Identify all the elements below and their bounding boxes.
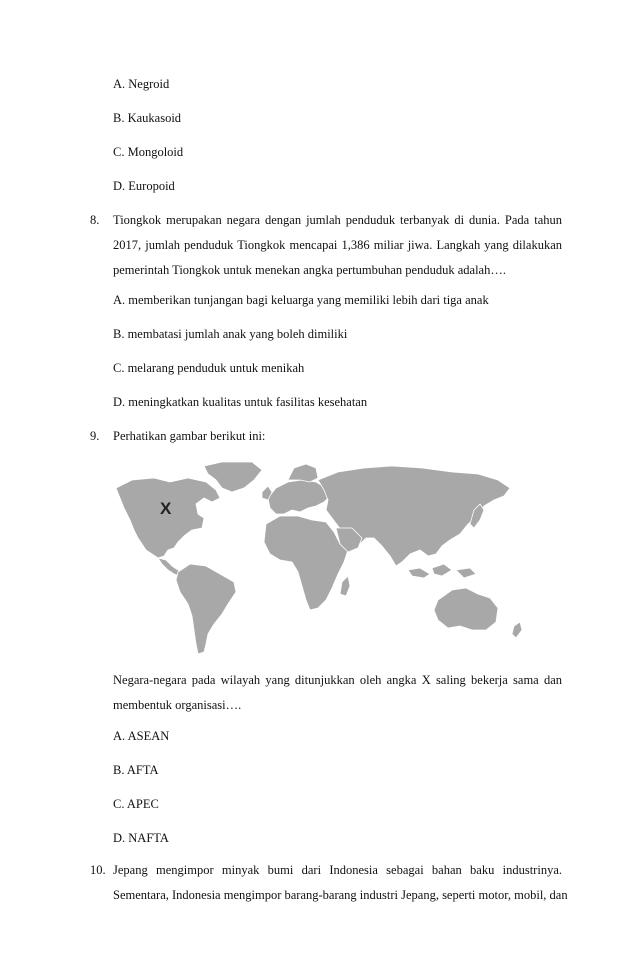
prev-option-d: D. Europoid [113,179,175,193]
map-new-zealand [512,622,522,638]
world-map [112,458,572,660]
question-10-number: 10. [90,863,106,877]
question-10-line-2: Sementara, Indonesia mengimpor barang-barang industri Jepang, seperti motor, mobil, dan [113,888,568,902]
question-8-line-2: 2017, jumlah penduduk Tiongkok mencapai 1,386 miliar jiwa. Langkah yang dilakukan [113,238,562,252]
question-8-line-1: Tiongkok merupakan negara dengan jumlah penduduk terbanyak di dunia. Pada tahun [113,213,562,227]
map-madagascar [340,576,350,596]
map-south-america [176,564,236,654]
question-8-option-c: C. melarang penduduk untuk menikah [113,361,305,375]
question-9-line-1: Negara-negara pada wilayah yang ditunjukkan oleh angka X saling bekerja sama dan [113,673,562,687]
question-9-option-d: D. NAFTA [113,831,169,845]
map-indonesia [408,564,476,578]
prev-option-c: C. Mongoloid [113,145,184,159]
question-9-option-c: C. APEC [113,797,159,811]
question-9-option-a: A. ASEAN [113,729,170,743]
question-8-number: 8. [90,213,100,227]
map-north-america [116,478,220,558]
map-africa [264,516,348,610]
question-10-line-1: Jepang mengimpor minyak bumi dari Indonesia sebagai bahan baku industrinya. [113,863,562,877]
prev-option-b: B. Kaukasoid [113,111,182,125]
map-marker-x: X [160,499,172,518]
question-9-line-2: membentuk organisasi…. [113,698,242,712]
question-9-number: 9. [90,429,100,443]
question-8-option-a: A. memberikan tunjangan bagi keluarga yang memiliki lebih dari tiga anak [113,293,489,307]
question-9-option-b: B. AFTA [113,763,159,777]
prev-option-a: A. Negroid [113,77,170,91]
question-8-option-b: B. membatasi jumlah anak yang boleh dimiliki [113,327,348,341]
question-8-option-d: D. meningkatkan kualitas untuk fasilitas kesehatan [113,395,368,409]
question-9-prompt: Perhatikan gambar berikut ini: [113,429,266,443]
map-australia [434,588,498,630]
question-8-line-3: pemerintah Tiongkok untuk menekan angka pertumbuhan penduduk adalah…. [113,263,506,277]
map-scandinavia [288,464,318,482]
